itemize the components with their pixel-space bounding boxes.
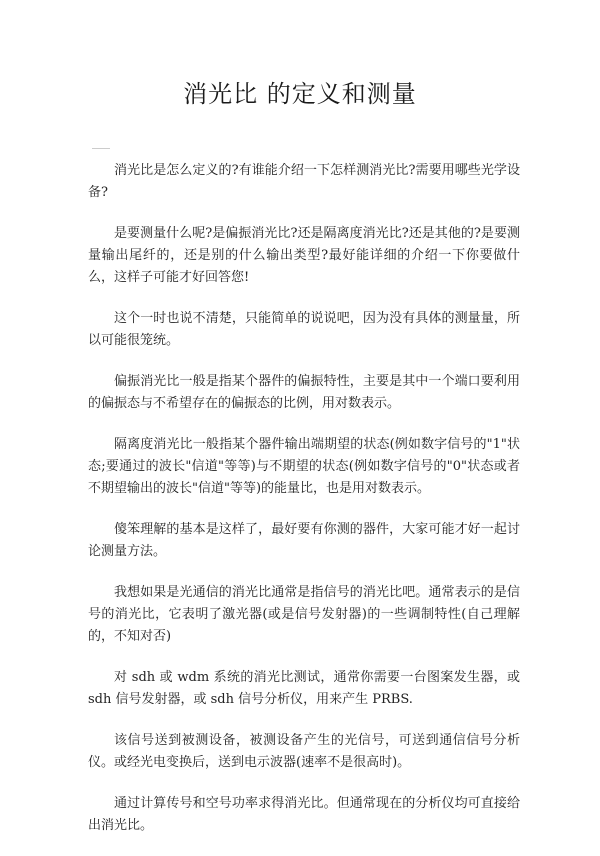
paragraph: 消光比是怎么定义的?有谁能介绍一下怎样测消光比?需要用哪些光学设备? <box>88 163 520 200</box>
paragraph: 这个一时也说不清楚，只能简单的说说吧，因为没有具体的测量量，所以可能很笼统。 <box>88 311 520 348</box>
paragraph: 我想如果是光通信的消光比通常是指信号的消光比吧。通常表示的是信号的消光比，它表明了激光器(或是信号发射器)的一些调制特性(自己理解的，不知对否) <box>88 585 520 644</box>
paragraph: 对 sdh 或 wdm 系统的消光比测试，通常你需要一台图案发生器，或 sdh 信号发射器，或 sdh 信号分析仪，用来产生 PRBS. <box>88 670 520 707</box>
paragraph: 偏振消光比一般是指某个器件的偏振特性，主要是其中一个端口要利用的偏振态与不希望存在的偏振态的比例，用对数表示。 <box>88 374 520 411</box>
paragraph: 傻笨理解的基本是这样了，最好要有你测的器件，大家可能才好一起讨论测量方法。 <box>88 522 520 559</box>
title-divider <box>92 148 110 149</box>
paragraph: 通过计算传号和空号功率求得消光比。但通常现在的分析仪均可直接给出消光比。 <box>88 796 520 833</box>
document-title: 消光比 的定义和测量 <box>183 80 417 108</box>
paragraph: 该信号送到被测设备，被测设备产生的光信号，可送到通信信号分析仪。或经光电变换后，送到电示波器(速率不是很高时)。 <box>88 733 520 770</box>
paragraph: 隔离度消光比一般指某个器件输出端期望的状态(例如数字信号的"1"状态;要通过的波长"信道"等等)与不期望的状态(例如数字信号的"0"状态或者不期望输出的波长"信道"等等)的能量比，也是用对数表示。 <box>88 437 520 496</box>
document-body <box>88 160 520 856</box>
paragraph: 是要测量什么呢?是偏振消光比?还是隔离度消光比?还是其他的?是要测量输出尾纤的，还是别的什么输出类型?最好能详细的介绍一下你要做什么，这样子可能才好回答您! <box>88 226 520 285</box>
